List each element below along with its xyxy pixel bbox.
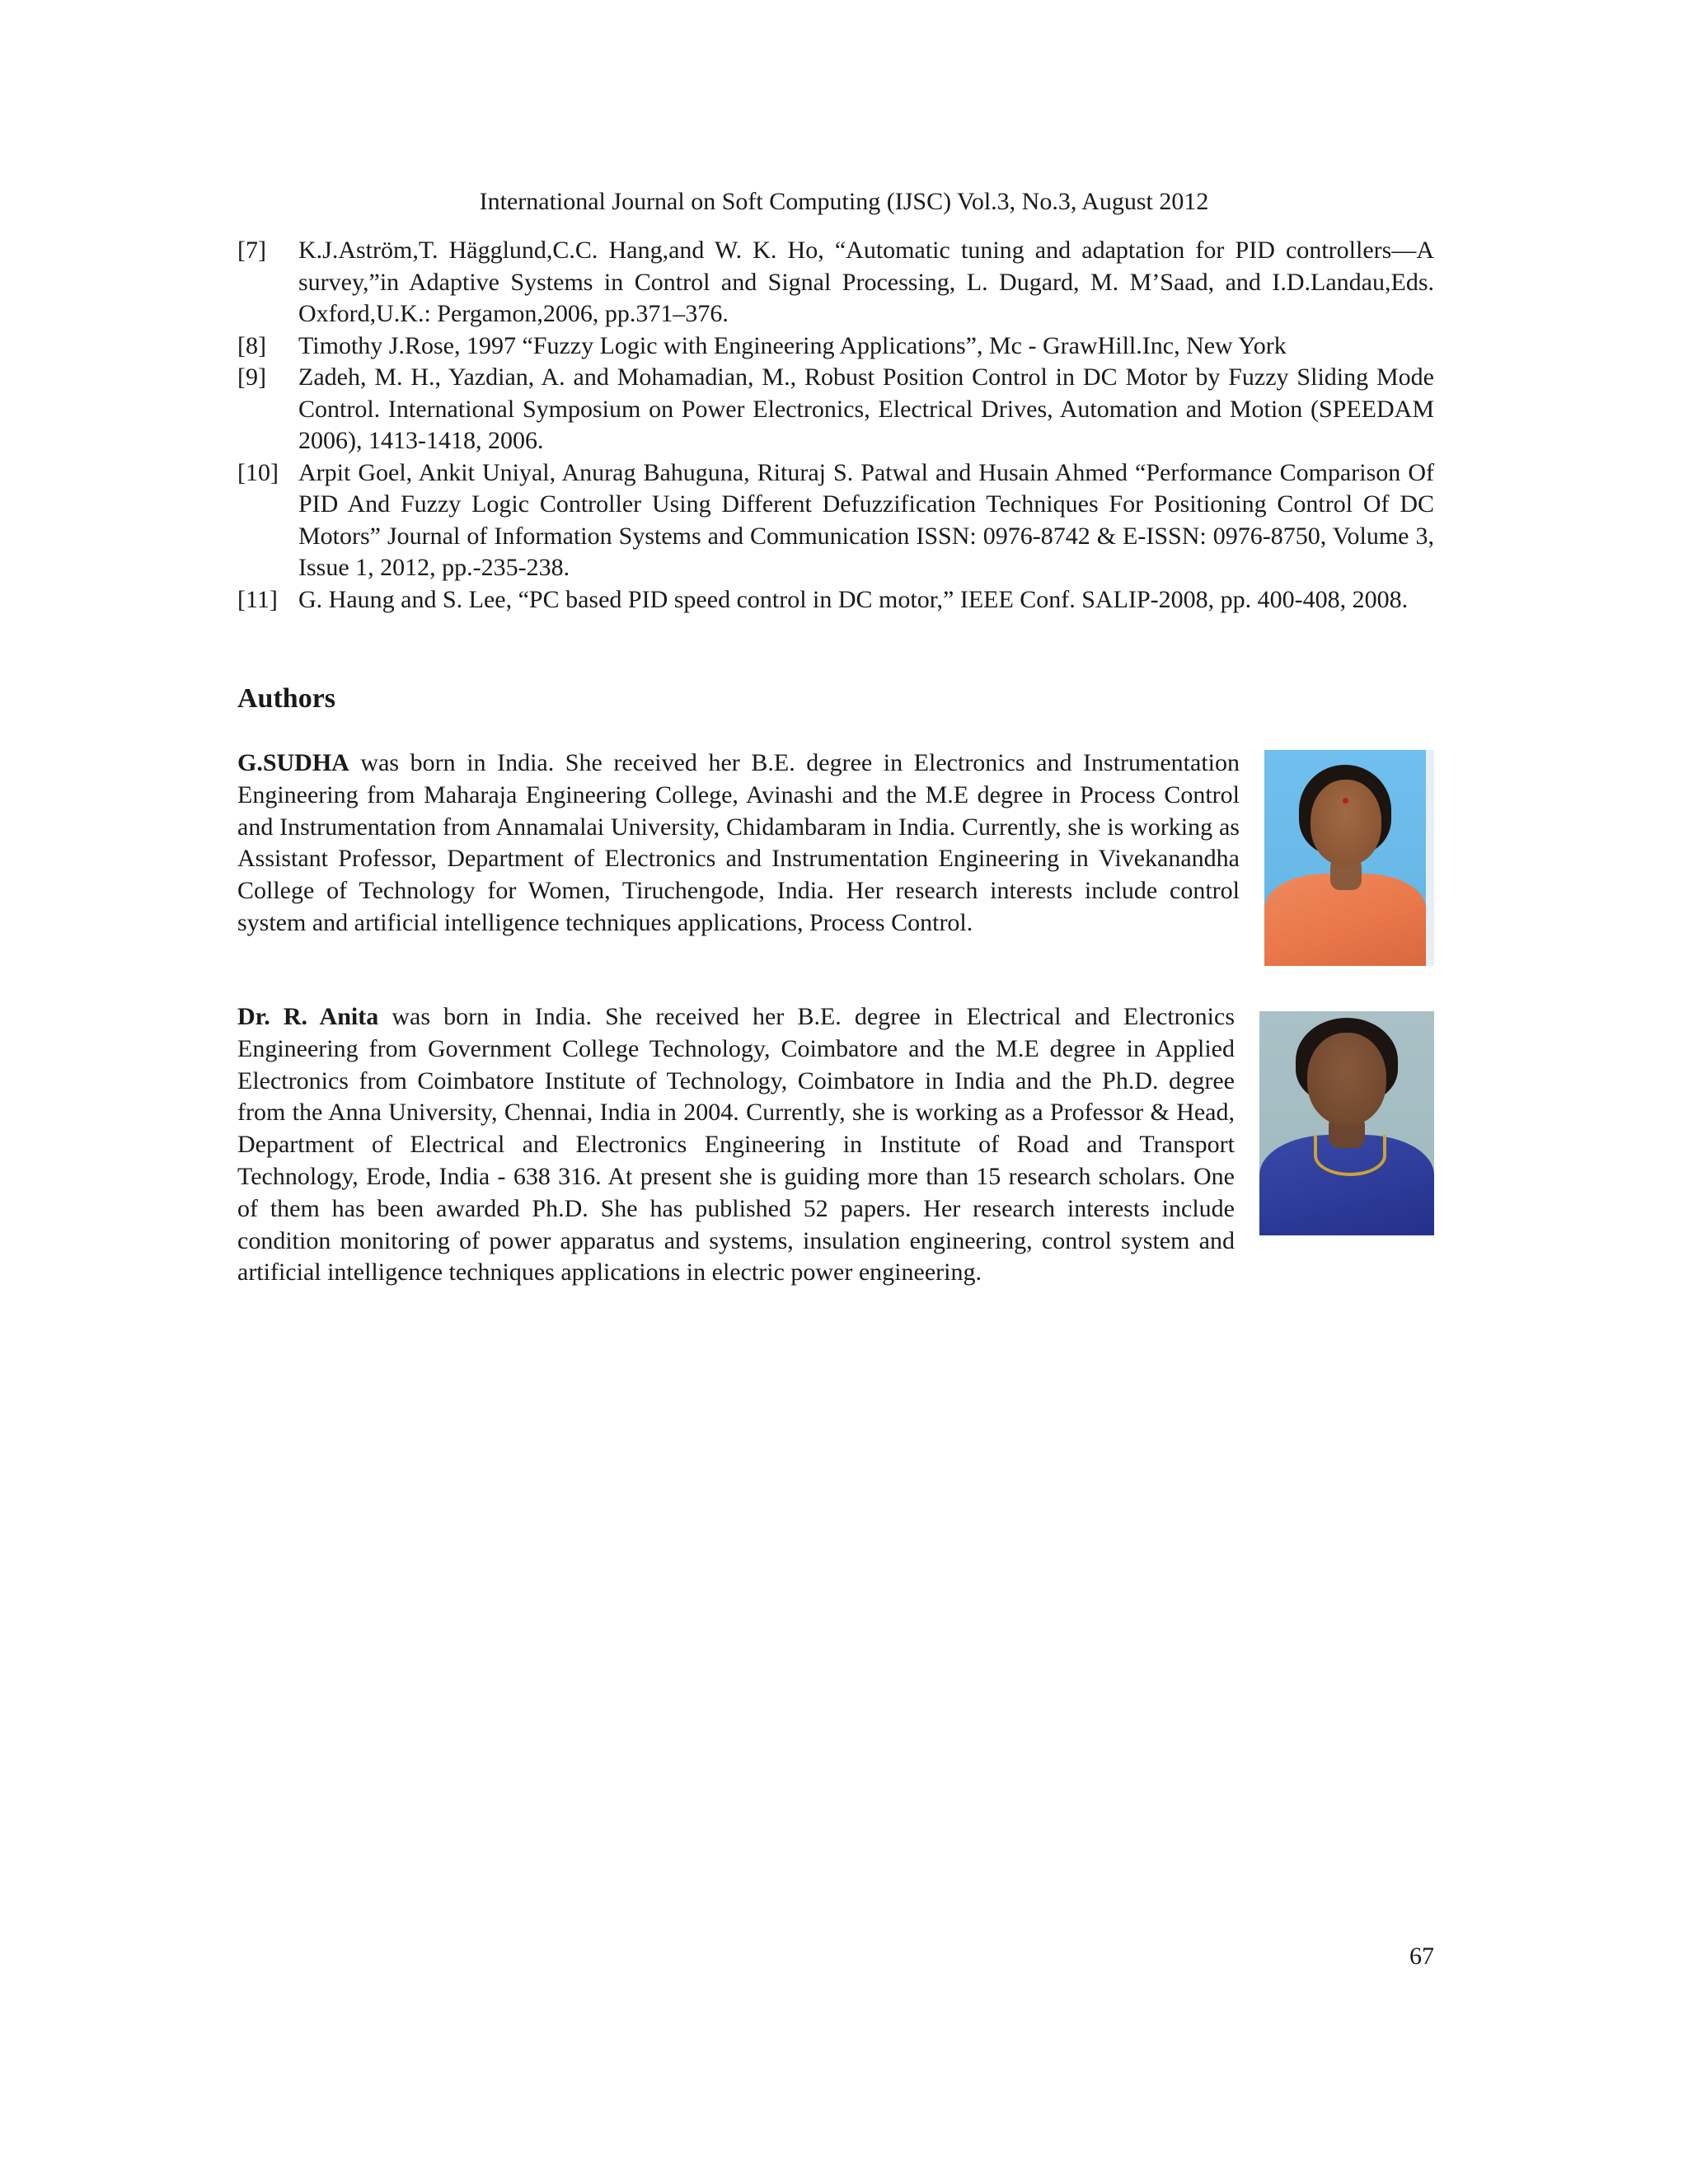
- reference-number: [10]: [237, 458, 279, 486]
- running-header: International Journal on Soft Computing (IJSC) Vol.3, No.3, August 2012: [479, 188, 1209, 215]
- reference-list: [237, 235, 1434, 616]
- author-bio-text: was born in India. She received her B.E. degree in Electronics and Instrumentation Engineering from Maharaja Engineering College, Avinashi and the M.E degree in Process Control and Instrumentation from Annamalai University, Chidambaram in India. Currently, she is working as Assistant Professor, Department of Electronics and Instrumentation Engineering in Vivekanandha College of Technology for Women, Tiruchengode, India. Her research interests include control system and artificial intelligence techniques applications, Process Control.: [237, 749, 1240, 936]
- photo-bindi: [1343, 798, 1348, 804]
- reference-number: [8]: [237, 331, 266, 359]
- reference-text: Arpit Goel, Ankit Uniyal, Anurag Bahuguna, Rituraj S. Patwal and Husain Ahmed “Performance Comparison Of PID And Fuzzy Logic Controller Using Different Defuzzification Techniques For Positioning Control Of DC Motors” Journal of Information Systems and Communication ISSN: 0976-8742 & E-ISSN: 0976-8750, Volume 3, Issue 1, 2012, pp.-235-238.: [298, 458, 1434, 581]
- reference-item: [237, 457, 1434, 584]
- page-number: 67: [1409, 1943, 1434, 1970]
- author-name: G.SUDHA: [237, 749, 349, 776]
- reference-item: [237, 235, 1434, 330]
- author-bio: [237, 1001, 1434, 1289]
- reference-number: [9]: [237, 363, 266, 391]
- reference-number: [7]: [237, 237, 266, 264]
- author-photo: [1264, 750, 1434, 966]
- authors-heading: Authors: [237, 683, 336, 714]
- author-bio: [237, 748, 1434, 972]
- reference-text: Timothy J.Rose, 1997 “Fuzzy Logic with Engineering Applications”, Mc - GrawHill.Inc, New York: [298, 331, 1287, 359]
- author-bio-text: was born in India. She received her B.E. degree in Electrical and Electronics Engineering from Government College Technology, Coimbatore and the M.E degree in Applied Electronics from Coimbatore Institute of Technology, Coimbatore in India and the Ph.D. degree from the Anna University, Chennai, India in 2004. Currently, she is working as a Professor & Head, Department of Electrical and Electronics Engineering in Institute of Road and Transport Technology, Erode, India - 638 316. At present she is guiding more than 15 research scholars. One of them has been awarded Ph.D. She has published 52 papers. Her research interests include condition monitoring of power apparatus and systems, insulation engineering, control system and artificial intelligence techniques applications in electric power engineering.: [237, 1003, 1235, 1286]
- photo-face: [1311, 780, 1381, 865]
- reference-item: [237, 330, 1434, 363]
- reference-number: [11]: [237, 585, 278, 613]
- author-photo: [1259, 1011, 1434, 1235]
- reference-text: K.J.Aström,T. Hägglund,C.C. Hang,and W. K. Ho, “Automatic tuning and adaptation for PID controllers—A survey,”in Adaptive Systems in Control and Signal Processing, L. Dugard, M. M’Saad, and I.D.Landau,Eds. Oxford,U.K.: Pergamon,2006, pp.371–376.: [298, 237, 1434, 327]
- reference-item: [237, 362, 1434, 457]
- reference-item: [237, 584, 1434, 616]
- reference-text: Zadeh, M. H., Yazdian, A. and Mohamadian, M., Robust Position Control in DC Motor by Fuzzy Sliding Mode Control. International Symposium on Power Electronics, Electrical Drives, Automation and Motion (SPEEDAM 2006), 1413-1418, 2006.: [298, 363, 1434, 454]
- reference-text: G. Haung and S. Lee, “PC based PID speed control in DC motor,” IEEE Conf. SALIP-2008, pp. 400-408, 2008.: [298, 585, 1409, 613]
- photo-face: [1307, 1033, 1386, 1125]
- author-name: Dr. R. Anita: [237, 1003, 379, 1030]
